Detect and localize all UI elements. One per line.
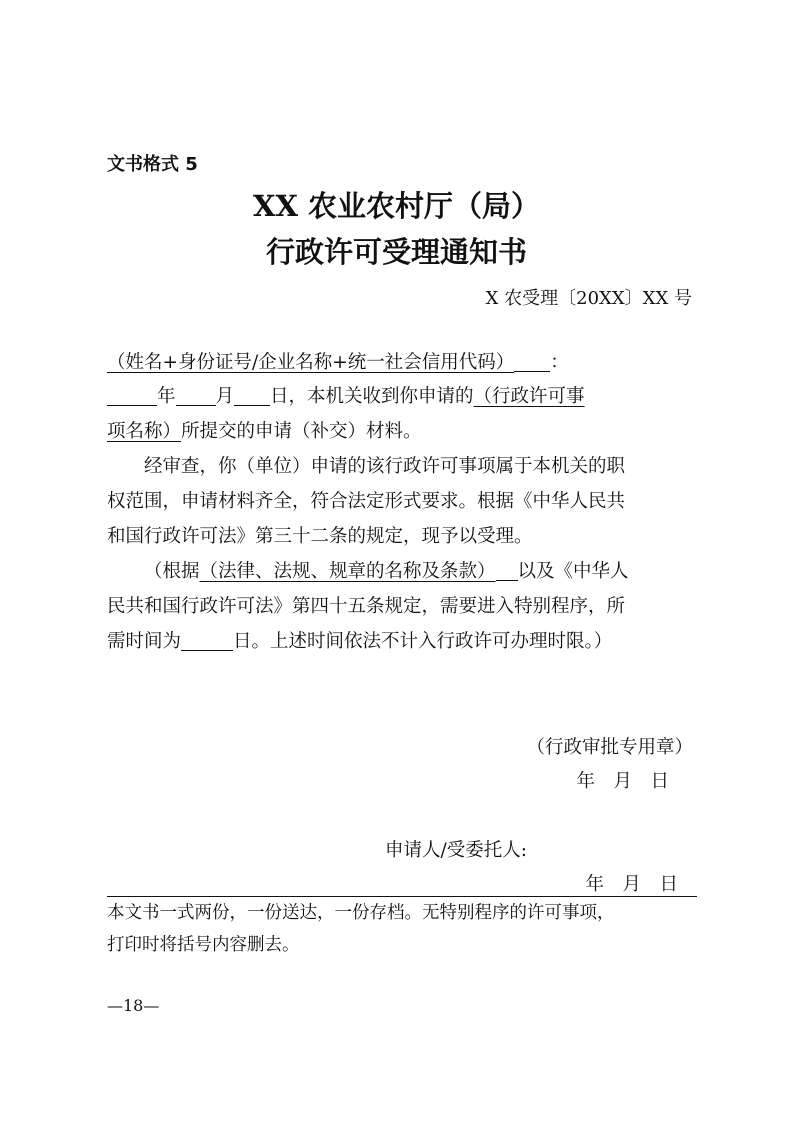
seal-label: （行政审批专用章） <box>526 737 693 758</box>
day-blank <box>234 385 270 406</box>
addressee-line <box>107 350 697 376</box>
special-time-suffix: 日。上述时间依法不计入行政许可办理时限。） <box>233 631 613 652</box>
addressee-field: （姓名+身份证号/企业名称+统一社会信用代码） <box>107 352 515 373</box>
item-name-field-2: 项名称） <box>107 421 182 442</box>
month-blank <box>176 385 216 406</box>
special-line-3 <box>107 629 697 655</box>
special-prefix: （根据 <box>144 561 200 582</box>
law-blank <box>496 560 518 581</box>
special-time-prefix: 需时间为 <box>107 631 182 652</box>
addressee-colon: ： <box>550 352 569 373</box>
review-line-3: 和国行政许可法》第三十二条的规定，现予以受理。 <box>107 526 533 547</box>
title-notice: 行政许可受理通知书 <box>265 235 527 269</box>
addressee-blank <box>514 351 550 372</box>
law-name-field: （法律、法规、规章的名称及条款） <box>199 561 496 582</box>
page-number: —18— <box>107 996 160 1015</box>
footer-note-1: 本文书一式两份，一份送达，一份存档。无特别程序的许可事项， <box>107 903 615 923</box>
special-line-2: 民共和国行政许可法》第四十五条规定，需要进入特别程序，所 <box>107 596 626 617</box>
day-text: 日，本机关收到你申请的 <box>270 386 474 407</box>
title-authority: XX 农业农村厅（局） <box>252 189 541 223</box>
footer-divider <box>107 896 697 897</box>
special-after: 以及《中华人 <box>517 561 629 582</box>
review-line-1: 经审查，你（单位）申请的该行政许可事项属于本机关的职 <box>144 456 626 477</box>
document-format-label: 文书格式 5 <box>107 154 198 175</box>
item-name-field-1: （行政许可事 <box>473 386 585 407</box>
document-number: X 农受理〔20XX〕XX 号 <box>485 288 692 309</box>
year-label: 年 <box>157 386 176 407</box>
footer-note-2: 打印时将括号内容删去。 <box>107 935 300 955</box>
submitted-line <box>107 419 697 445</box>
year-blank <box>107 385 157 406</box>
applicant-label: 申请人/受委托人: <box>385 840 527 861</box>
special-line-1 <box>107 559 697 585</box>
submitted-text: 所提交的申请（补交）材料。 <box>181 421 422 442</box>
seal-date: 年 月 日 <box>576 771 669 792</box>
date-received-line <box>107 384 697 410</box>
days-blank <box>181 630 233 651</box>
review-line-2: 权范围，申请材料齐全，符合法定形式要求。根据《中华人民共 <box>107 491 626 512</box>
month-label: 月 <box>215 386 235 407</box>
applicant-date: 年 月 日 <box>585 874 678 895</box>
